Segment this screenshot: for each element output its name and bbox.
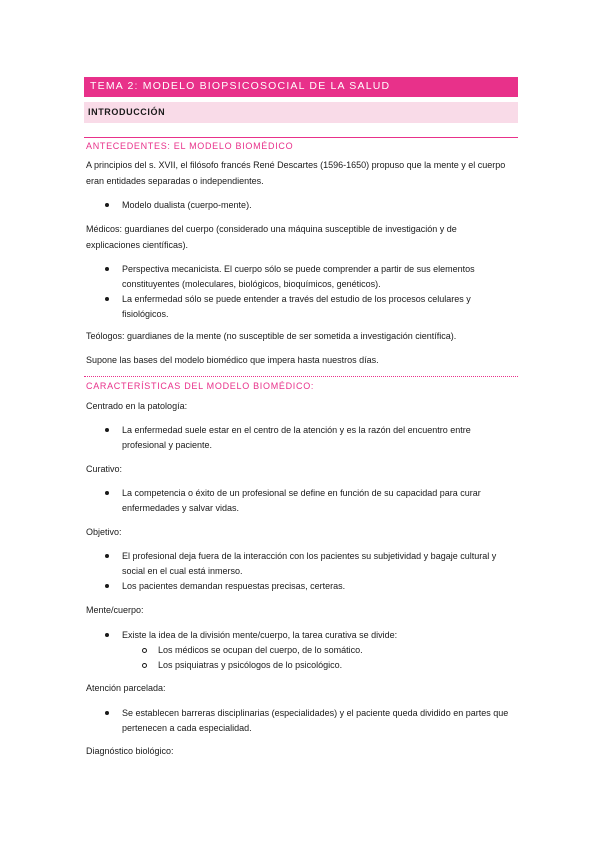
subheading-patologia: Centrado en la patología: bbox=[86, 401, 188, 411]
bullet-objetivo-3: Los pacientes demandan respuestas precisas, certeras. bbox=[122, 581, 346, 591]
sub-bullet-circle bbox=[142, 663, 147, 668]
sub-bullet-medicos: Los médicos se ocupan del cuerpo, de lo somático. bbox=[158, 645, 363, 655]
document-title: TEMA 2: MODELO BIOPSICOSOCIAL DE LA SALUD bbox=[90, 80, 391, 92]
bullet-dot bbox=[105, 711, 109, 715]
caracteristicas-heading: CARACTERÍSTICAS DEL MODELO BIOMÉDICO: bbox=[86, 381, 315, 391]
bullet-dot bbox=[105, 267, 109, 271]
subheading-diagnostico: Diagnóstico biológico: bbox=[86, 746, 174, 756]
bullet-curativo-1: La competencia o éxito de un profesional se define en función de su capacidad para curar bbox=[122, 488, 481, 498]
subheading-mente-cuerpo: Mente/cuerpo: bbox=[86, 605, 144, 615]
section-rule-top bbox=[84, 137, 518, 138]
bullet-curativo-2: enfermedades y salvar vidas. bbox=[122, 503, 240, 513]
paragraph-descartes-2: eran entidades separadas o independientes. bbox=[86, 176, 264, 186]
bullet-dot bbox=[105, 203, 109, 207]
paragraph-teologos: Teólogos: guardianes de la mente (no susceptible de ser sometida a investigación científica). bbox=[86, 331, 457, 341]
paragraph-medicos-1: Médicos: guardianes del cuerpo (considerado una máquina susceptible de investigación y de bbox=[86, 224, 457, 234]
bullet-dot bbox=[105, 428, 109, 432]
bullet-division: Existe la idea de la división mente/cuerpo, la tarea curativa se divide: bbox=[122, 630, 398, 640]
paragraph-descartes-1: A principios del s. XVII, el filósofo francés René Descartes (1596-1650) propuso que la mente y el cuerpo bbox=[86, 160, 506, 170]
subheading-objetivo: Objetivo: bbox=[86, 527, 122, 537]
paragraph-medicos-2: explicaciones científicas). bbox=[86, 240, 189, 250]
antecedentes-heading: ANTECEDENTES: EL MODELO BIOMÉDICO bbox=[86, 141, 294, 151]
subheading-atencion: Atención parcelada: bbox=[86, 683, 166, 693]
section-rule-dotted bbox=[84, 376, 518, 377]
bullet-dot bbox=[105, 491, 109, 495]
bullet-dualista: Modelo dualista (cuerpo-mente). bbox=[122, 200, 252, 210]
sub-bullet-psiquiatras: Los psiquiatras y psicólogos de lo psicológico. bbox=[158, 660, 343, 670]
bullet-patologia-1: La enfermedad suele estar en el centro de la atención y es la razón del encuentro entre bbox=[122, 425, 471, 435]
bullet-atencion-1: Se establecen barreras disciplinarias (especialidades) y el paciente queda dividido en partes que bbox=[122, 708, 509, 718]
bullet-patologia-2: profesional y paciente. bbox=[122, 440, 213, 450]
bullet-mecanicista-1: Perspectiva mecanicista. El cuerpo sólo se puede comprender a partir de sus elementos bbox=[122, 264, 475, 274]
bullet-dot bbox=[105, 584, 109, 588]
title-bar bbox=[84, 77, 518, 97]
sub-bullet-circle bbox=[142, 648, 147, 653]
bullet-objetivo-1: El profesional deja fuera de la interacción con los pacientes su subjetividad y bagaje cultural y bbox=[122, 551, 497, 561]
bullet-enfermedad-2: fisiológicos. bbox=[122, 309, 169, 319]
bullet-atencion-2: pertenecen a cada especialidad. bbox=[122, 723, 252, 733]
bullet-dot bbox=[105, 633, 109, 637]
bullet-mecanicista-2: constituyentes (moleculares, biológicos, bioquímicos, genéticos). bbox=[122, 279, 381, 289]
intro-bar bbox=[84, 102, 518, 123]
bullet-objetivo-2: social en el cual está inmerso. bbox=[122, 566, 243, 576]
intro-heading: INTRODUCCIÓN bbox=[88, 107, 166, 117]
paragraph-bases: Supone las bases del modelo biomédico que impera hasta nuestros días. bbox=[86, 355, 379, 365]
bullet-enfermedad-1: La enfermedad sólo se puede entender a través del estudio de los procesos celulares y bbox=[122, 294, 471, 304]
bullet-dot bbox=[105, 297, 109, 301]
subheading-curativo: Curativo: bbox=[86, 464, 123, 474]
bullet-dot bbox=[105, 554, 109, 558]
